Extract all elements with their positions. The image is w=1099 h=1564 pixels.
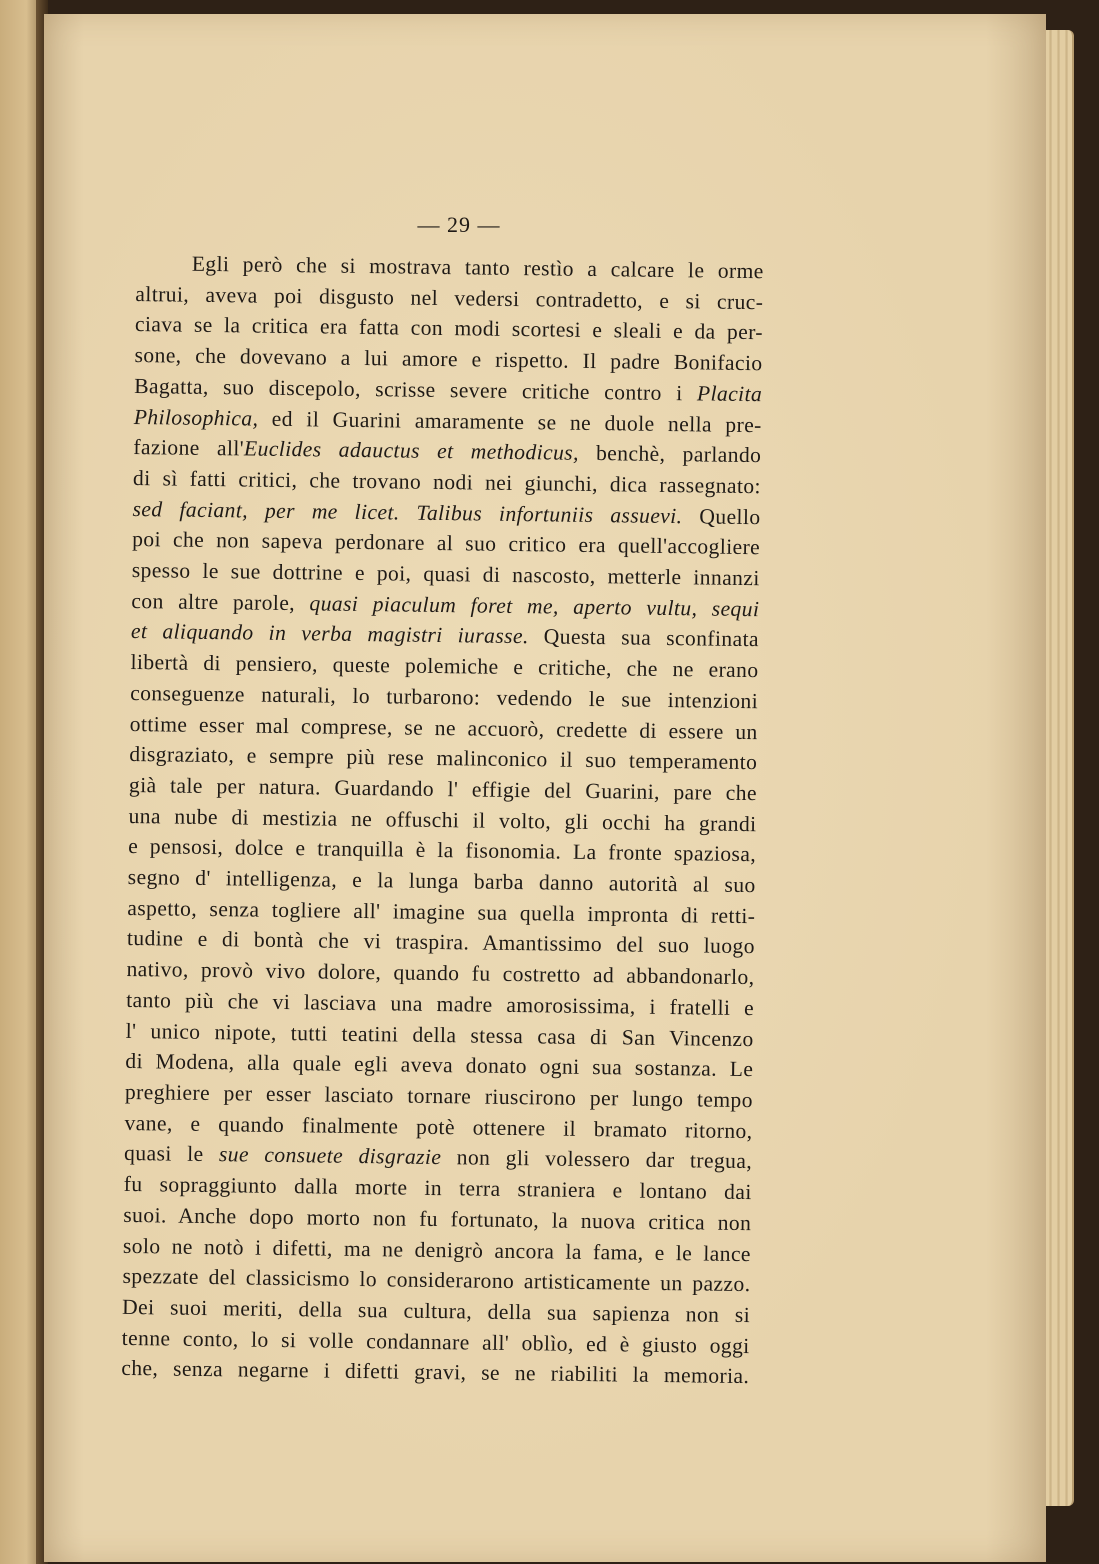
text-line: già tale per natura. Guardando l' effigie del Guarini, pare che xyxy=(128,772,758,806)
text-line: tanto più che vi lasciava una madre amorosissima, i fratelli e xyxy=(126,987,755,1021)
text-line: Dei suoi meriti, della sua cultura, della sua sapienza non si xyxy=(121,1294,751,1328)
italic-quote: sue consuete disgrazie xyxy=(218,1142,442,1170)
text-line: di Modena, alla quale egli aveva donato ogni sua sostanza. Le xyxy=(125,1049,754,1082)
text-line: l' unico nipote, tutti teatini della stessa casa di San Vincenzo xyxy=(125,1018,754,1051)
text-line: poi che non sapeva perdonare al suo critico era quell'accogliere xyxy=(132,527,761,560)
text-line: ottime esser mal comprese, se ne accuorò, credette di essere un xyxy=(129,711,758,744)
text-line: altrui, aveva poi disgusto nel vedersi contradetto, e si cruc- xyxy=(135,281,764,314)
text-line: segno d' intelligenza, e la lunga barba danno autorità al suo xyxy=(127,865,756,898)
text-line: Philosophica, ed il Guarini amaramente se ne duole nella pre- xyxy=(133,404,762,437)
text-line: sone, che dovevano a lui amore e rispetto. Il padre Bonifacio xyxy=(134,343,763,376)
text-line: solo ne notò i difetti, ma ne denigrò ancora la fama, e le lance xyxy=(122,1233,752,1266)
italic-title: Philosophica, xyxy=(133,404,259,431)
text-line: nativo, provò vivo dolore, quando fu costretto ad abbandonarlo, xyxy=(126,957,755,990)
text-line: quasi le sue consuete disgrazie non gli volessero dar tregua, xyxy=(123,1141,753,1174)
text-line: ciava se la critica era fatta con modi scortesi e sleali e da per- xyxy=(134,312,764,345)
text-line: vane, e quando finalmente potè ottenere il bramato ritorno, xyxy=(124,1110,753,1143)
text-line: spesso le sue dottrine e poi, quasi di nascosto, metterle innanzi xyxy=(131,558,760,591)
text-line: preghiere per esser lasciato tornare riuscirono per lungo tempo xyxy=(124,1079,754,1113)
text-line: tudine e di bontà che vi traspira. Amantissimo del suo luogo xyxy=(126,926,756,959)
text-line: et aliquando in verba magistri iurasse. Questa sua sconfinata xyxy=(130,619,760,652)
italic-quote: et aliquando in verba magistri iurasse. xyxy=(130,619,529,649)
body-text xyxy=(121,248,764,1392)
italic-title: Euclides adauctus et methodicus, xyxy=(243,436,580,466)
italic-quote: quasi piaculum foret me, aperto vultu, sequi xyxy=(309,591,760,621)
text-line: aspetto, senza togliere all' imagine sua quella impronta di retti- xyxy=(127,895,756,928)
text-line: che, senza negarne i difetti gravi, se ne riabiliti la memoria. xyxy=(121,1356,750,1389)
text-line: conseguenze naturali, lo turbarono: vedendo le sue intenzioni xyxy=(130,680,759,714)
text-line: sed faciant, per me licet. Talibus infortuniis assuevi. Quello xyxy=(132,496,761,529)
text-line: disgraziato, e sempre più rese malinconico il suo temperamento xyxy=(129,742,758,775)
text-line: tenne conto, lo si volle condannare all' oblìo, ed è giusto oggi xyxy=(121,1325,750,1358)
text-line: spezzate del classicismo lo considerarono artisticamente un pazzo. xyxy=(122,1264,751,1297)
text-line: una nube di mestizia ne offuschi il volto, gli occhi ha grandi xyxy=(128,803,757,836)
text-line: fu sopraggiunto dalla morte in terra straniera e lontano dai xyxy=(123,1172,752,1205)
text-line: di sì fatti critici, che trovano nodi nei giunchi, dica rassegnato: xyxy=(132,465,762,499)
italic-quote: sed faciant, per me licet. Talibus infortuniis assuevi. xyxy=(132,496,683,528)
text-line: suoi. Anche dopo morto non fu fortunato, la nuova critica non xyxy=(123,1202,752,1235)
text-line: Egli però che si mostrava tanto restìo a calcare le orme xyxy=(191,251,764,284)
text-line: con altre parole, quasi piaculum foret me, aperto vultu, sequi xyxy=(131,588,760,621)
text-line: libertà di pensiero, queste polemiche e critiche, che ne erano xyxy=(130,650,759,683)
text-line: fazione all'Euclides adauctus et methodicus, benchè, parlando xyxy=(133,435,762,468)
text-line: e pensosi, dolce e tranquilla è la fisonomia. La fronte spaziosa, xyxy=(128,834,757,867)
page-number: — 29 — xyxy=(417,212,501,237)
italic-title: Placita xyxy=(696,381,763,407)
text-line: Bagatta, suo discepolo, scrisse severe critiche contro i Placita xyxy=(134,373,763,407)
